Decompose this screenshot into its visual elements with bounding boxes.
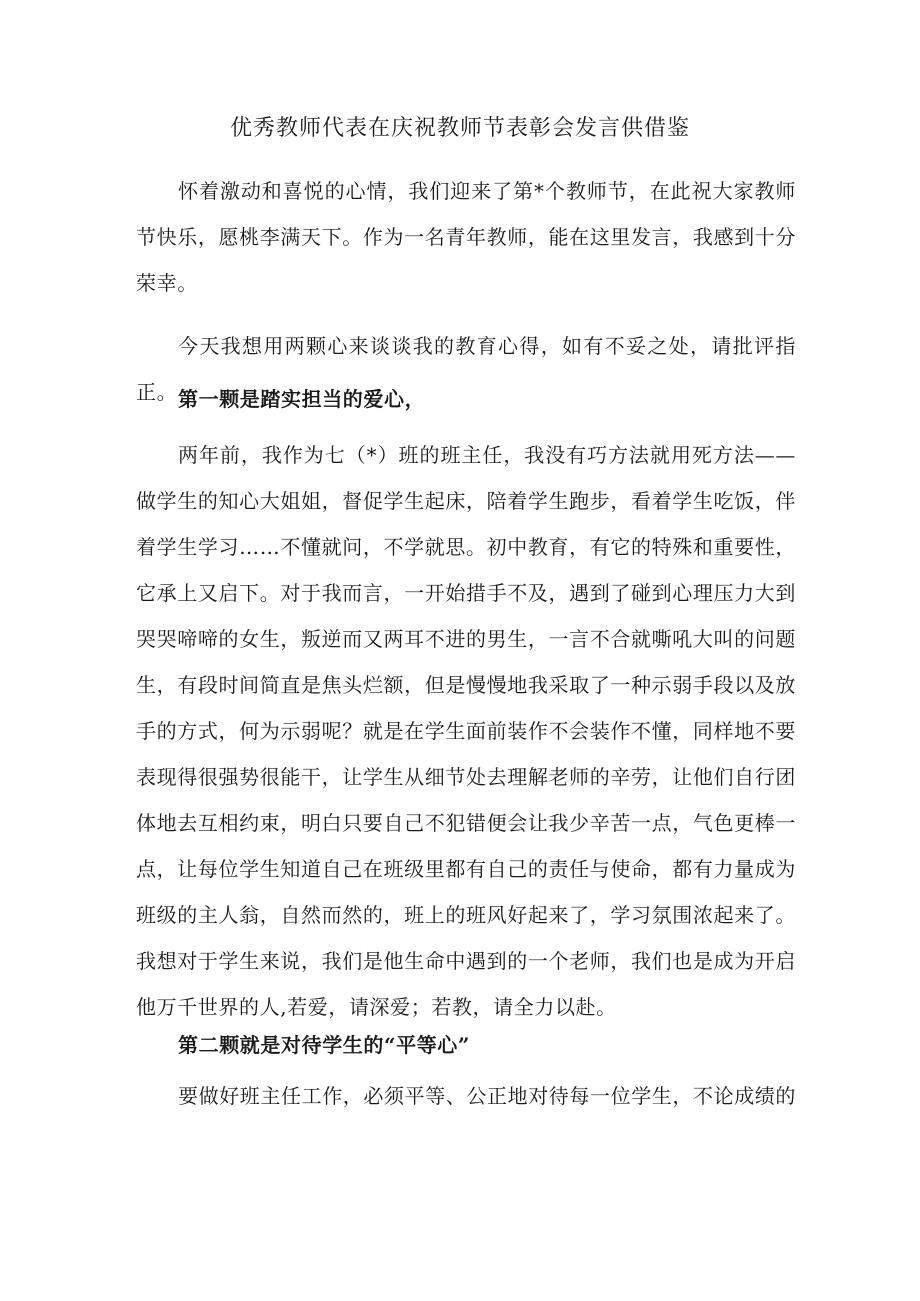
section-2-paragraph: 要做好班主任工作，必须平等、公正地对待每一位学生，不论成绩的	[178, 1084, 796, 1108]
intro-paragraph: 怀着激动和喜悦的心情，我们迎来了第*个教师节，在此祝大家教师节快乐，愿桃李满天下。作为一名青年教师，能在这里发言，我感到十分荣幸。	[136, 179, 796, 295]
section-1-paragraph: 两年前，我作为七（*）班的班主任，我没有巧方法就用死方法——做学生的知心大姐姐，督促学生起床，陪着学生跑步，看着学生吃饭，伴着学生学习……不懂就问，不学就思。初中教育，有它的特殊和重要性，它承上又启下。对于我而言，一开始措手不及，遇到了碰到心理压力大到哭哭啼啼的女生，叛逆而又两耳不进的男生，一言不合就嘶吼大叫的问题生，有段时间简直是焦头烂额，但是慢慢地我采取了一种示弱手段以及放手的方式，何为示弱呢？就是在学生面前装作不会装作不懂，同样地不要表现得很强势很能干，让学生从细节处去理解老师的辛劳，让他们自行团体地去互相约束，明白只要自己不犯错便会让我少辛苦一点，气色更棒一点，让每位学生知道自己在班级里都有自己的责任与使命，都有力量成为班级的主人翁，自然而然的，班上的班风好起来了，学习氛围浓起来了。我想对于学生来说，我们是他生命中遇到的一个老师，我们也是成为开启他万千世界的人,若爱，请深爱；若教，请全力以赴。	[136, 443, 796, 1019]
section-heading-first: 第一颗是踏实担当的爱心，	[178, 387, 426, 411]
document-title: 优秀教师代表在庆祝教师节表彰会发言供借鉴	[229, 116, 690, 141]
section-heading-second: 第二颗就是对待学生的“平等心”	[178, 1033, 471, 1057]
topic-paragraph: 今天我想用两颗心来谈谈我的教育心得，如有不妥之处，请批评指正。	[136, 334, 796, 404]
